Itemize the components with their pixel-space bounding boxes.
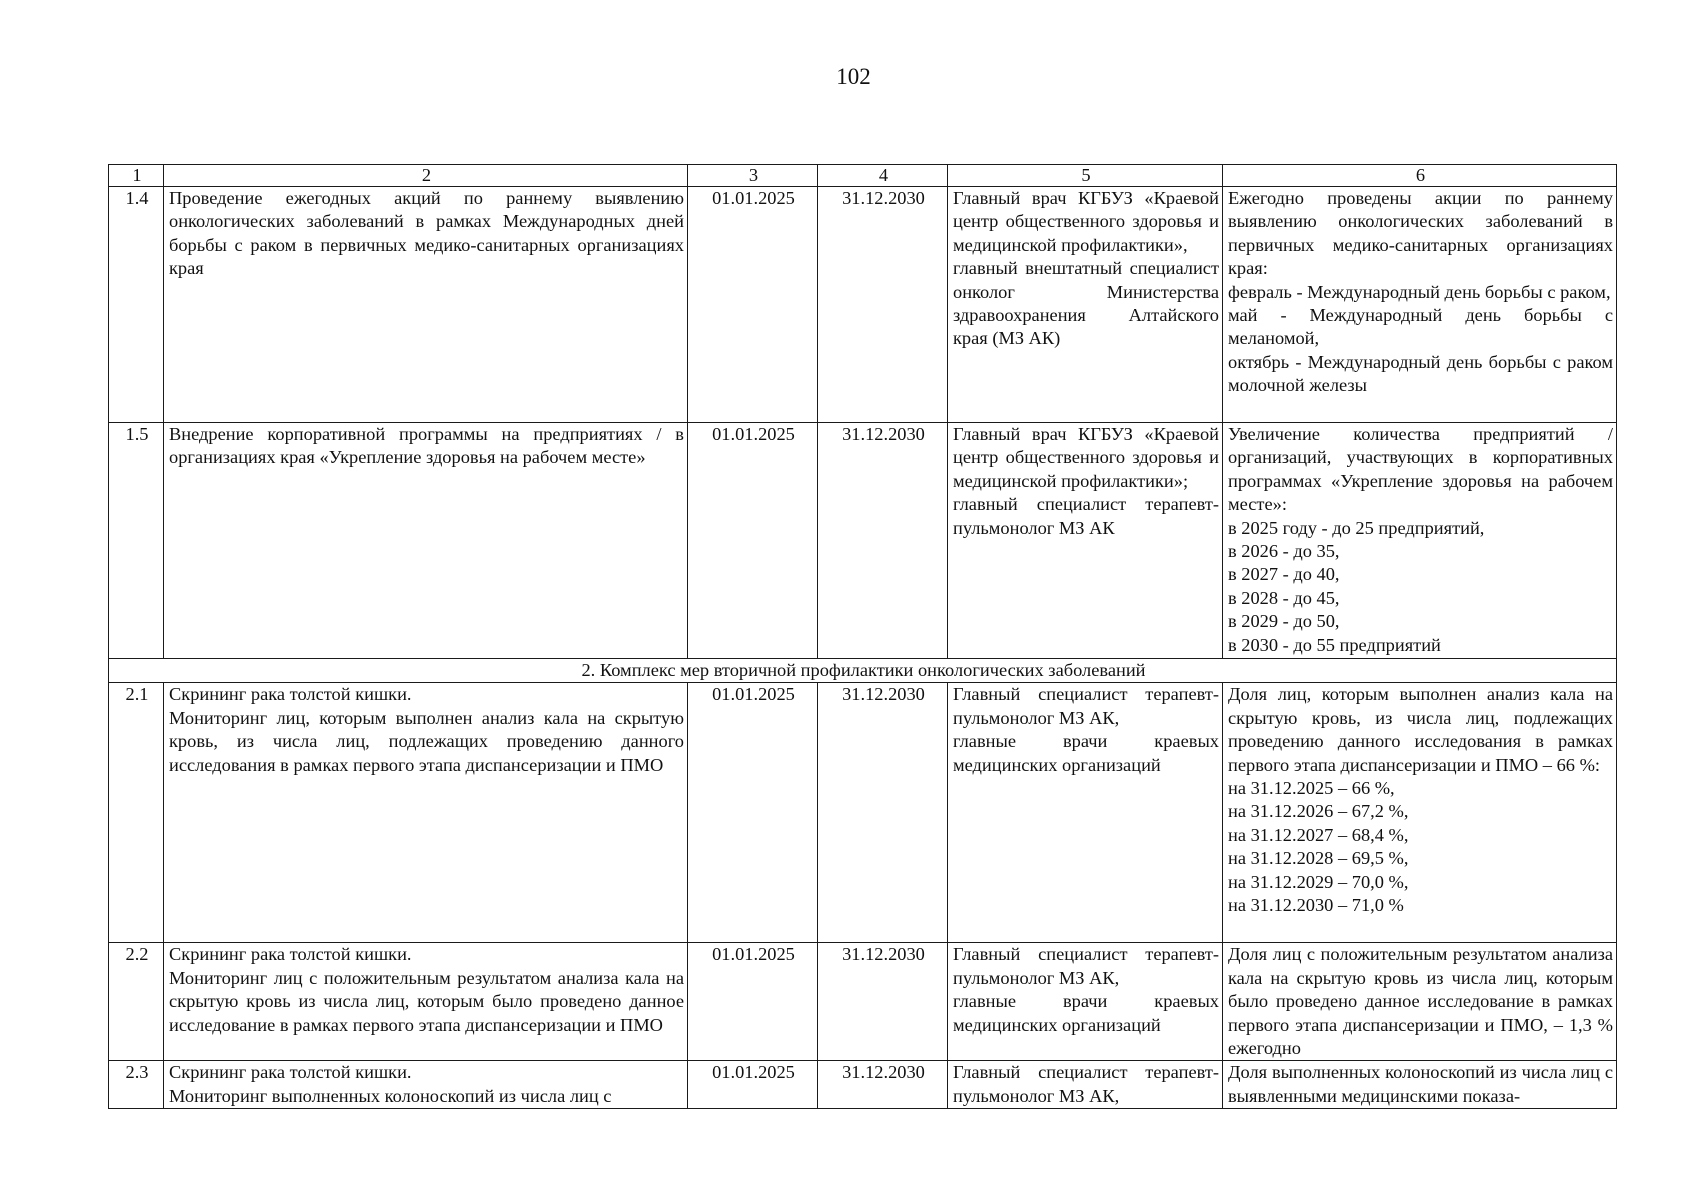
measure-cell — [164, 943, 688, 1061]
result-text: Доля выполненных колоноскопий из числа лиц с выявленными медицинскими показа- — [1228, 1062, 1613, 1106]
result-text: в 2026 - до 35, — [1228, 541, 1340, 562]
measure-cell — [164, 423, 688, 659]
result-text: на 31.12.2030 – 71,0 % — [1228, 895, 1404, 916]
header-col-3: 3 — [688, 165, 818, 187]
page-number: 102 — [836, 64, 871, 89]
measure-text: Мониторинг выполненных колоноскопий из числа лиц с — [169, 1085, 612, 1106]
section-header-row — [109, 659, 1617, 683]
row-number: 2.1 — [109, 683, 164, 943]
result-text: Увеличение количества предприятий / организаций, участвующих в корпоративных программах «Укрепление здоровья на рабочем месте»: — [1228, 424, 1613, 515]
result-text: Ежегодно проведены акции по раннему выявлению онкологических заболеваний в первичных медико-санитарных организациях края: — [1228, 188, 1613, 279]
row-number: 2.3 — [109, 1061, 164, 1109]
responsible-text: главные врачи краевых медицинских организаций — [953, 991, 1219, 1035]
result-text: на 31.12.2029 – 70,0 %, — [1228, 871, 1409, 892]
responsible-cell — [948, 683, 1223, 943]
row-number: 1.4 — [109, 187, 164, 423]
responsible-text: Главный специалист терапевт-пульмонолог МЗ АК, — [953, 684, 1219, 728]
section-title: 2. Комплекс мер вторичной профилактики онкологических заболеваний — [109, 659, 1617, 683]
responsible-text: главный внештатный специалист онколог Министерства здравоохранения Алтайского края (МЗ АК) — [953, 258, 1219, 349]
responsible-cell — [948, 423, 1223, 659]
result-text: в 2025 году - до 25 предприятий, — [1228, 517, 1485, 538]
result-text: на 31.12.2027 – 68,4 %, — [1228, 824, 1409, 845]
responsible-text: Главный врач КГБУЗ «Краевой центр общественного здоровья и медицинской профилактики»; — [953, 424, 1219, 491]
start-date: 01.01.2025 — [688, 187, 818, 423]
result-text: в 2030 - до 55 предприятий — [1228, 634, 1441, 655]
responsible-cell — [948, 1061, 1223, 1109]
measure-text: Внедрение корпоративной программы на предприятиях / в организациях края «Укрепление здоровья на рабочем месте» — [169, 424, 684, 468]
header-col-5: 5 — [948, 165, 1223, 187]
responsible-cell — [948, 943, 1223, 1061]
table-row — [109, 423, 1617, 659]
start-date: 01.01.2025 — [688, 1061, 818, 1109]
result-text: на 31.12.2028 – 69,5 %, — [1228, 848, 1409, 869]
result-text: октябрь - Международный день борьбы с раком молочной железы — [1228, 351, 1613, 396]
measure-text: Мониторинг лиц, которым выполнен анализ кала на скрытую кровь, из числа лиц, подлежащих проведению данного исследования в рамках первого этапа диспансеризации и ПМО — [169, 707, 684, 775]
activities-table — [108, 164, 1617, 1109]
table-row — [109, 943, 1617, 1061]
result-text: февраль - Международный день борьбы с раком, — [1228, 281, 1611, 302]
end-date: 31.12.2030 — [818, 187, 948, 423]
start-date: 01.01.2025 — [688, 683, 818, 943]
measure-cell — [164, 187, 688, 423]
result-text: в 2028 - до 45, — [1228, 587, 1340, 608]
result-text: в 2027 - до 40, — [1228, 564, 1340, 585]
result-cell — [1223, 1061, 1617, 1109]
measure-cell — [164, 1061, 688, 1109]
responsible-cell — [948, 187, 1223, 423]
responsible-text: Главный специалист терапевт-пульмонолог МЗ АК, — [953, 1062, 1219, 1106]
result-cell — [1223, 187, 1617, 423]
table-row — [109, 683, 1617, 943]
end-date: 31.12.2030 — [818, 423, 948, 659]
table-row — [109, 1061, 1617, 1109]
header-col-2: 2 — [164, 165, 688, 187]
end-date: 31.12.2030 — [818, 683, 948, 943]
result-text: на 31.12.2026 – 67,2 %, — [1228, 801, 1409, 822]
header-col-1: 1 — [109, 165, 164, 187]
measure-text: Проведение ежегодных акций по раннему выявлению онкологических заболеваний в рамках Международных дней борьбы с раком в первичных медико-санитарных организациях края — [169, 188, 684, 279]
header-row — [109, 165, 1617, 187]
responsible-text: главные врачи краевых медицинских организаций — [953, 731, 1219, 775]
result-cell — [1223, 423, 1617, 659]
table-row — [109, 187, 1617, 423]
measure-text: Скрининг рака толстой кишки. — [169, 944, 412, 965]
result-text: Доля лиц, которым выполнен анализ кала на скрытую кровь, из числа лиц, подлежащих проведению данного исследования в рамках первого этапа диспансеризации и ПМО – 66 %: — [1228, 684, 1613, 775]
start-date: 01.01.2025 — [688, 423, 818, 659]
end-date: 31.12.2030 — [818, 1061, 948, 1109]
result-text: май - Международный день борьбы с меланомой, — [1228, 305, 1613, 349]
measure-text: Скрининг рака толстой кишки. — [169, 684, 412, 705]
measure-text: Мониторинг лиц с положительным результатом анализа кала на скрытую кровь из числа лиц, которым было проведено данное исследование в рамках первого этапа диспансеризации и ПМО — [169, 967, 684, 1035]
start-date: 01.01.2025 — [688, 943, 818, 1061]
end-date: 31.12.2030 — [818, 943, 948, 1061]
result-cell — [1223, 683, 1617, 943]
result-text: в 2029 - до 50, — [1228, 611, 1340, 632]
responsible-text: Главный врач КГБУЗ «Краевой центр общественного здоровья и медицинской профилактики», — [953, 188, 1219, 255]
result-text: на 31.12.2025 – 66 %, — [1228, 778, 1395, 799]
row-number: 1.5 — [109, 423, 164, 659]
result-text: Доля лиц с положительным результатом анализа кала на скрытую кровь из числа лиц, которым было проведено данное исследование в рамках первого этапа диспансеризации и ПМО, – 1,3 % ежегодно — [1228, 944, 1613, 1059]
measure-text: Скрининг рака толстой кишки. — [169, 1062, 412, 1083]
row-number: 2.2 — [109, 943, 164, 1061]
responsible-text: главный специалист терапевт-пульмонолог МЗ АК — [953, 494, 1219, 538]
result-cell — [1223, 943, 1617, 1061]
header-col-4: 4 — [818, 165, 948, 187]
measure-cell — [164, 683, 688, 943]
responsible-text: Главный специалист терапевт-пульмонолог МЗ АК, — [953, 944, 1219, 988]
header-col-6: 6 — [1223, 165, 1617, 187]
